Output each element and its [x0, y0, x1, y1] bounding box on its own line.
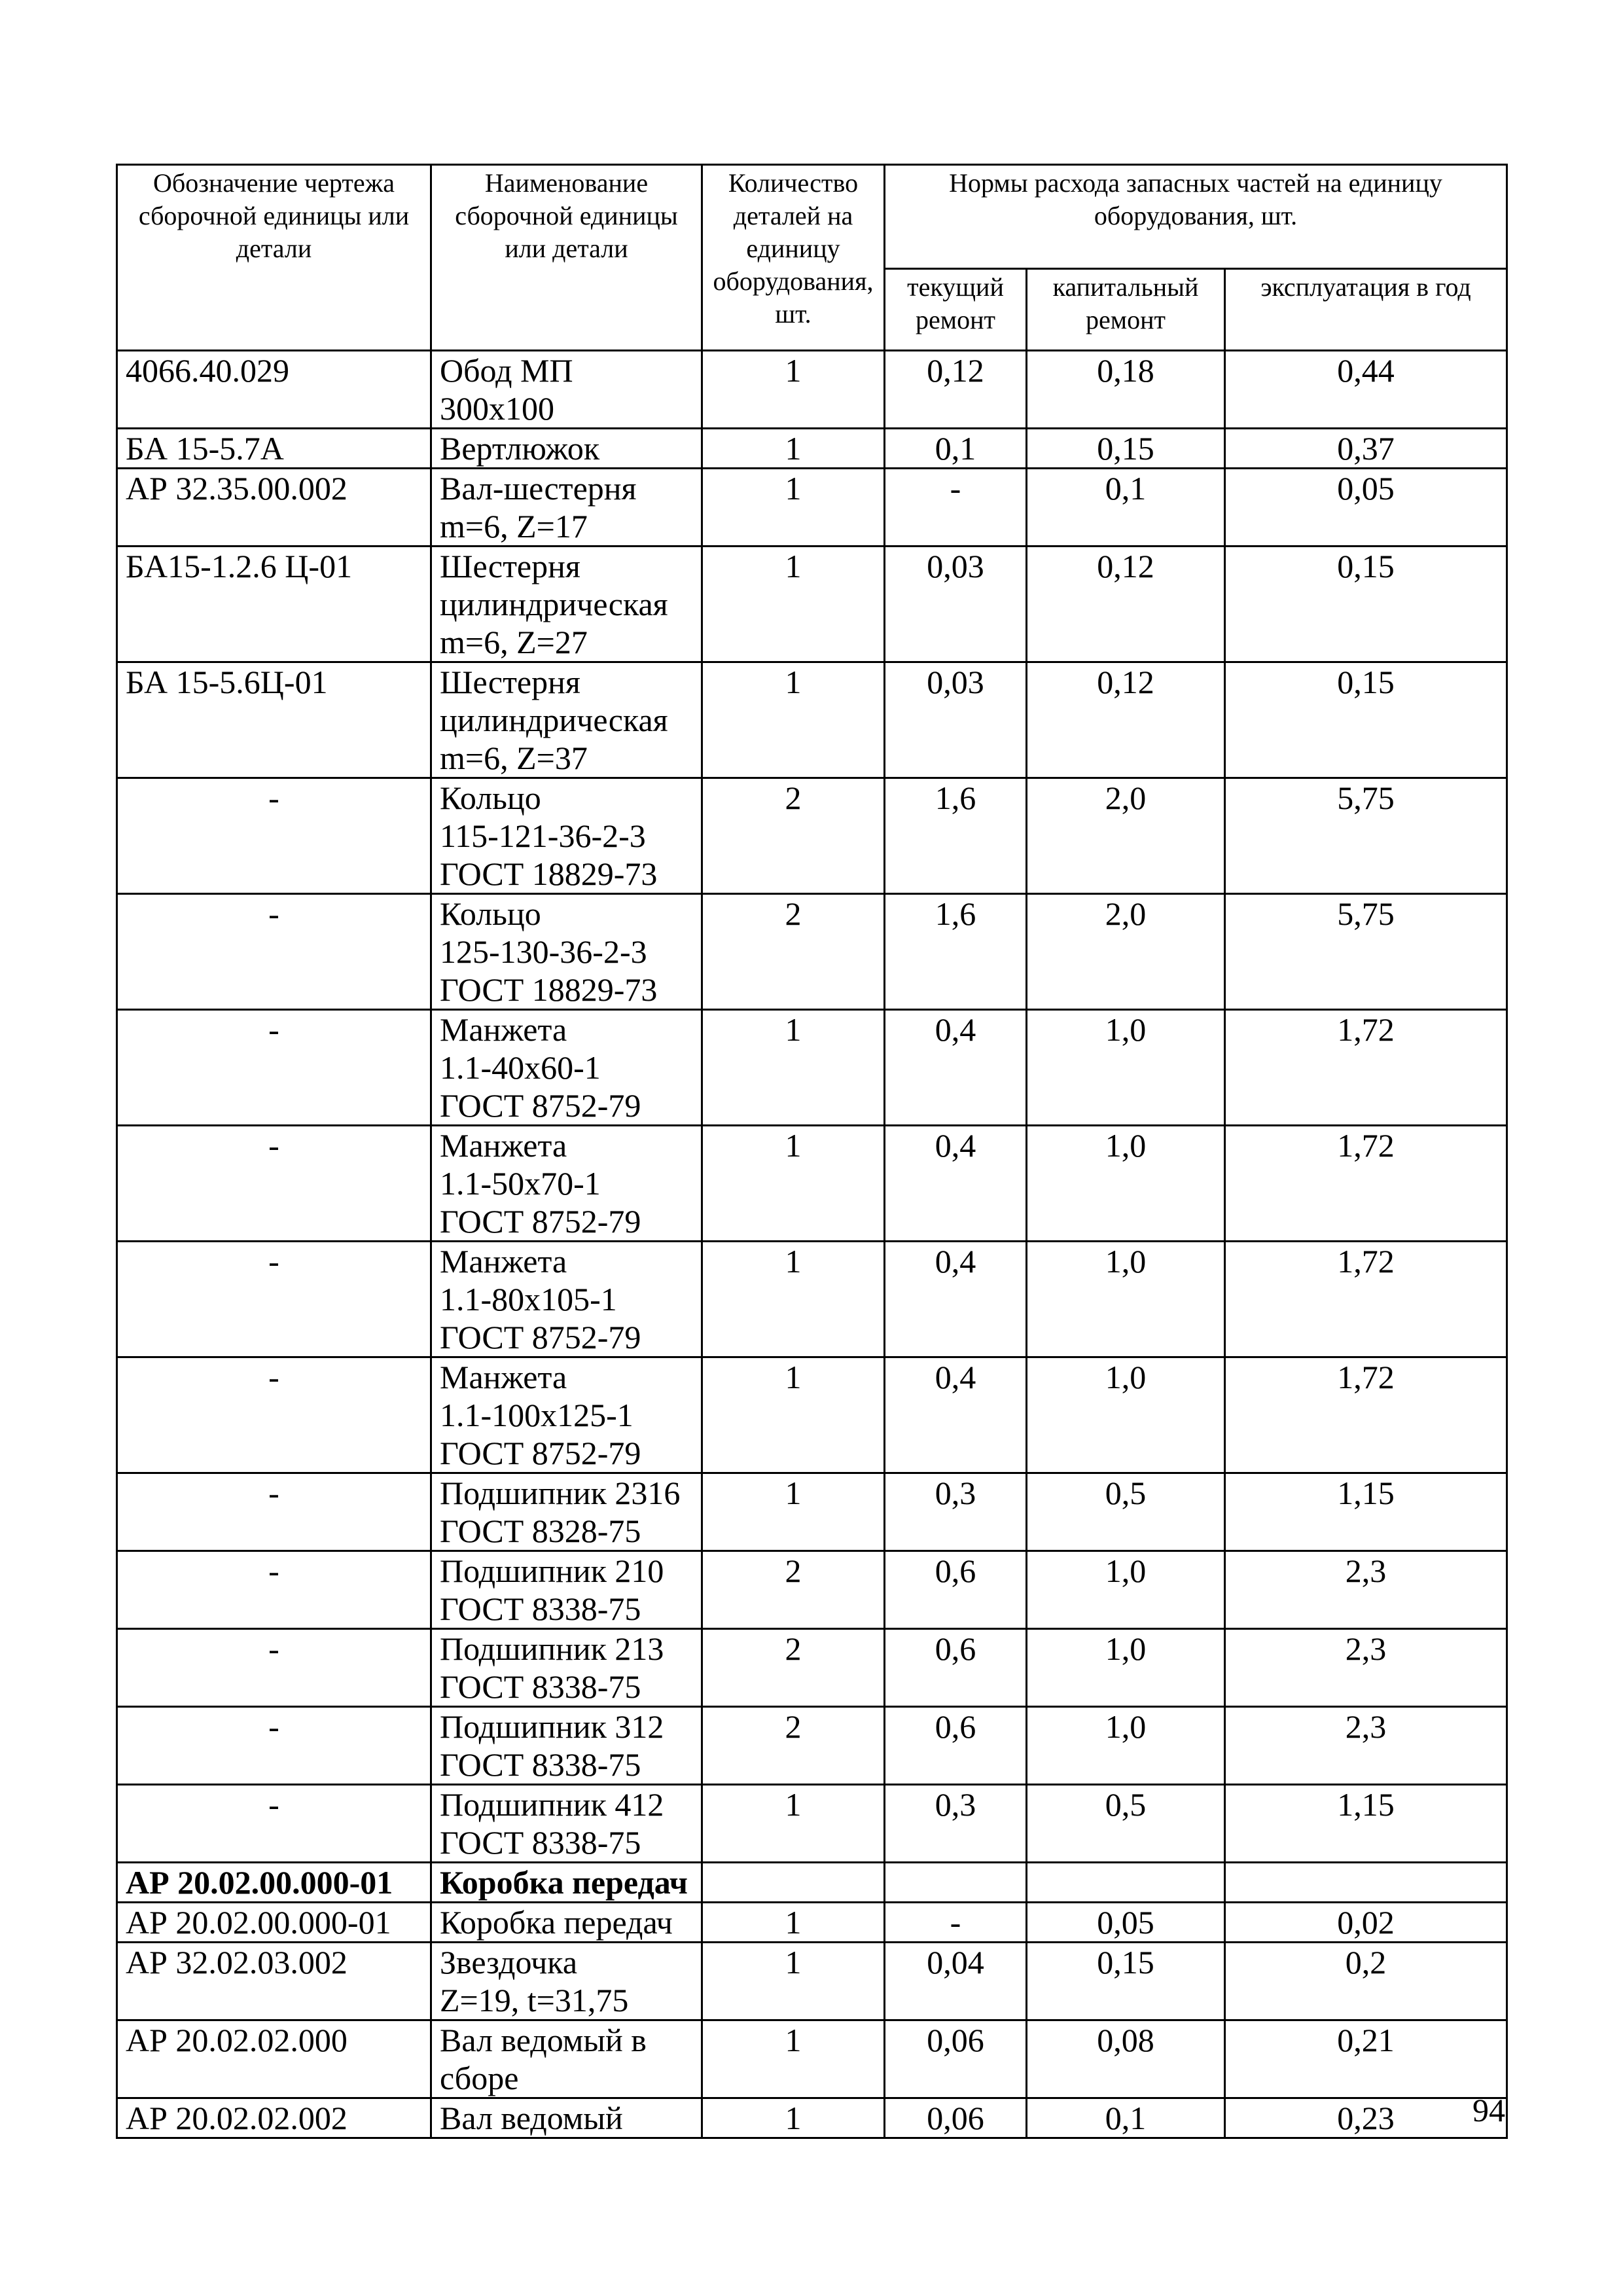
cell-capital-repair: 0,1 [1027, 2098, 1225, 2138]
cell-capital-repair: 0,18 [1027, 351, 1225, 429]
table-row [117, 429, 1507, 469]
cell-capital-repair: 2,0 [1027, 778, 1225, 894]
cell-name: Кольцо 125-130-36-2-3 ГОСТ 18829-73 [431, 894, 702, 1010]
cell-quantity: 1 [702, 1903, 885, 1943]
header-current-repair: текущий ремонт [885, 269, 1027, 351]
cell-capital-repair: 1,0 [1027, 1010, 1225, 1126]
cell-quantity: 2 [702, 778, 885, 894]
section-empty-cell [885, 1863, 1027, 1903]
table-row [117, 1551, 1507, 1629]
section-name: Коробка передач [431, 1863, 702, 1903]
table-row [117, 1126, 1507, 1242]
cell-name: Подшипник 2316 ГОСТ 8328-75 [431, 1473, 702, 1551]
cell-designation: - [117, 1126, 431, 1242]
spare-parts-table [116, 164, 1508, 2139]
cell-current-repair: 0,06 [885, 2020, 1027, 2098]
cell-operation-year: 2,3 [1225, 1707, 1507, 1785]
cell-operation-year: 1,15 [1225, 1785, 1507, 1863]
section-code: АР 20.02.00.000-01 [117, 1863, 431, 1903]
cell-current-repair: 0,4 [885, 1126, 1027, 1242]
table-body-parts [117, 351, 1507, 1863]
cell-operation-year: 1,72 [1225, 1010, 1507, 1126]
cell-current-repair: 0,06 [885, 2098, 1027, 2138]
cell-name: Шестерня цилиндрическая m=6, Z=37 [431, 662, 702, 778]
cell-current-repair: - [885, 469, 1027, 547]
cell-quantity: 1 [702, 1010, 885, 1126]
cell-quantity: 1 [702, 2020, 885, 2098]
cell-operation-year: 0,02 [1225, 1903, 1507, 1943]
cell-current-repair: - [885, 1903, 1027, 1943]
table-row [117, 1943, 1507, 2020]
cell-quantity: 1 [702, 1242, 885, 1357]
header-norms: Нормы расхода запасных частей на единицу оборудования, шт. [885, 165, 1507, 269]
cell-capital-repair: 0,1 [1027, 469, 1225, 547]
table-row [117, 662, 1507, 778]
cell-current-repair: 0,6 [885, 1551, 1027, 1629]
cell-designation: АР 20.02.00.000-01 [117, 1903, 431, 1943]
cell-operation-year: 2,3 [1225, 1629, 1507, 1707]
cell-current-repair: 0,4 [885, 1242, 1027, 1357]
cell-name: Звездочка Z=19, t=31,75 [431, 1943, 702, 2020]
table-row [117, 1010, 1507, 1126]
cell-operation-year: 0,21 [1225, 2020, 1507, 2098]
header-quantity: Количество деталей на единицу оборудования, шт. [702, 165, 885, 351]
cell-current-repair: 0,03 [885, 547, 1027, 662]
table-row [117, 778, 1507, 894]
cell-operation-year: 0,37 [1225, 429, 1507, 469]
table-row [117, 1707, 1507, 1785]
cell-name: Манжета 1.1-50х70-1 ГОСТ 8752-79 [431, 1126, 702, 1242]
cell-capital-repair: 0,12 [1027, 662, 1225, 778]
cell-capital-repair: 0,15 [1027, 429, 1225, 469]
cell-quantity: 1 [702, 429, 885, 469]
cell-capital-repair: 1,0 [1027, 1707, 1225, 1785]
cell-operation-year: 0,05 [1225, 469, 1507, 547]
cell-quantity: 1 [702, 2098, 885, 2138]
cell-operation-year: 0,15 [1225, 547, 1507, 662]
page-number: 94 [1472, 2092, 1505, 2128]
cell-name: Шестерня цилиндрическая m=6, Z=27 [431, 547, 702, 662]
cell-current-repair: 0,6 [885, 1707, 1027, 1785]
table-row [117, 1629, 1507, 1707]
cell-name: Подшипник 412 ГОСТ 8338-75 [431, 1785, 702, 1863]
cell-current-repair: 0,03 [885, 662, 1027, 778]
cell-name: Подшипник 312 ГОСТ 8338-75 [431, 1707, 702, 1785]
cell-designation: БА 15-5.7А [117, 429, 431, 469]
table-row [117, 1242, 1507, 1357]
table-row [117, 351, 1507, 429]
cell-designation: - [117, 1785, 431, 1863]
cell-capital-repair: 1,0 [1027, 1126, 1225, 1242]
table-row [117, 1357, 1507, 1473]
cell-name: Манжета 1.1-100х125-1 ГОСТ 8752-79 [431, 1357, 702, 1473]
cell-operation-year: 5,75 [1225, 894, 1507, 1010]
header-designation: Обозначение чертежа сборочной единицы или детали [117, 165, 431, 351]
header-capital-repair: капитальный ремонт [1027, 269, 1225, 351]
cell-operation-year: 0,2 [1225, 1943, 1507, 2020]
cell-name: Манжета 1.1-80х105-1 ГОСТ 8752-79 [431, 1242, 702, 1357]
cell-current-repair: 0,04 [885, 1943, 1027, 2020]
cell-designation: - [117, 1242, 431, 1357]
cell-quantity: 1 [702, 1785, 885, 1863]
section-row [117, 1863, 1507, 1903]
cell-operation-year: 0,15 [1225, 662, 1507, 778]
cell-quantity: 2 [702, 1629, 885, 1707]
cell-operation-year: 2,3 [1225, 1551, 1507, 1629]
cell-name: Обод МП 300х100 [431, 351, 702, 429]
cell-quantity: 1 [702, 1126, 885, 1242]
cell-designation: - [117, 1357, 431, 1473]
cell-capital-repair: 0,05 [1027, 1903, 1225, 1943]
cell-designation: - [117, 1473, 431, 1551]
table-body-gearbox [117, 1903, 1507, 2138]
section-empty-cell [702, 1863, 885, 1903]
cell-quantity: 1 [702, 351, 885, 429]
cell-designation: АР 20.02.02.000 [117, 2020, 431, 2098]
header-name: Наименование сборочной единицы или детали [431, 165, 702, 351]
cell-designation: - [117, 1551, 431, 1629]
table-header-row [117, 165, 1507, 269]
cell-designation: АР 32.02.03.002 [117, 1943, 431, 2020]
cell-name: Кольцо 115-121-36-2-3 ГОСТ 18829-73 [431, 778, 702, 894]
cell-current-repair: 0,1 [885, 429, 1027, 469]
cell-designation: - [117, 778, 431, 894]
cell-quantity: 1 [702, 1943, 885, 2020]
cell-designation: 4066.40.029 [117, 351, 431, 429]
cell-quantity: 1 [702, 1473, 885, 1551]
section-empty-cell [1027, 1863, 1225, 1903]
table-row [117, 469, 1507, 547]
cell-quantity: 1 [702, 662, 885, 778]
table-row [117, 2020, 1507, 2098]
cell-capital-repair: 0,08 [1027, 2020, 1225, 2098]
table-row [117, 1903, 1507, 1943]
cell-quantity: 1 [702, 547, 885, 662]
table-row [117, 547, 1507, 662]
section-empty-cell [1225, 1863, 1507, 1903]
cell-name: Манжета 1.1-40х60-1 ГОСТ 8752-79 [431, 1010, 702, 1126]
cell-current-repair: 0,3 [885, 1785, 1027, 1863]
cell-operation-year: 1,72 [1225, 1126, 1507, 1242]
cell-quantity: 1 [702, 469, 885, 547]
table-section [117, 1863, 1507, 1903]
cell-operation-year: 1,72 [1225, 1242, 1507, 1357]
cell-capital-repair: 1,0 [1027, 1357, 1225, 1473]
cell-operation-year: 1,72 [1225, 1357, 1507, 1473]
table-row [117, 1473, 1507, 1551]
cell-designation: БА 15-5.6Ц-01 [117, 662, 431, 778]
cell-capital-repair: 0,5 [1027, 1473, 1225, 1551]
table-row [117, 1785, 1507, 1863]
cell-designation: АР 20.02.02.002 [117, 2098, 431, 2138]
cell-capital-repair: 1,0 [1027, 1242, 1225, 1357]
cell-capital-repair: 0,15 [1027, 1943, 1225, 2020]
cell-name: Подшипник 213 ГОСТ 8338-75 [431, 1629, 702, 1707]
cell-designation: - [117, 1629, 431, 1707]
cell-name: Вертлюжок [431, 429, 702, 469]
cell-capital-repair: 0,12 [1027, 547, 1225, 662]
cell-name: Вал ведомый в сборе [431, 2020, 702, 2098]
cell-designation: - [117, 1010, 431, 1126]
cell-operation-year: 0,44 [1225, 351, 1507, 429]
cell-name: Подшипник 210 ГОСТ 8338-75 [431, 1551, 702, 1629]
cell-operation-year: 0,23 [1225, 2098, 1507, 2138]
cell-designation: БА15-1.2.6 Ц-01 [117, 547, 431, 662]
cell-current-repair: 1,6 [885, 778, 1027, 894]
cell-designation: АР 32.35.00.002 [117, 469, 431, 547]
cell-quantity: 2 [702, 894, 885, 1010]
header-operation-year: эксплуатация в год [1225, 269, 1507, 351]
cell-current-repair: 1,6 [885, 894, 1027, 1010]
cell-name: Коробка передач [431, 1903, 702, 1943]
cell-capital-repair: 0,5 [1027, 1785, 1225, 1863]
cell-quantity: 2 [702, 1707, 885, 1785]
cell-current-repair: 0,4 [885, 1010, 1027, 1126]
cell-current-repair: 0,6 [885, 1629, 1027, 1707]
cell-name: Вал-шестерня m=6, Z=17 [431, 469, 702, 547]
cell-operation-year: 1,15 [1225, 1473, 1507, 1551]
table-row [117, 2098, 1507, 2138]
cell-quantity: 2 [702, 1551, 885, 1629]
cell-capital-repair: 1,0 [1027, 1551, 1225, 1629]
cell-current-repair: 0,4 [885, 1357, 1027, 1473]
cell-current-repair: 0,3 [885, 1473, 1027, 1551]
cell-capital-repair: 2,0 [1027, 894, 1225, 1010]
cell-capital-repair: 1,0 [1027, 1629, 1225, 1707]
cell-operation-year: 5,75 [1225, 778, 1507, 894]
cell-name: Вал ведомый [431, 2098, 702, 2138]
table-row [117, 894, 1507, 1010]
cell-designation: - [117, 894, 431, 1010]
cell-quantity: 1 [702, 1357, 885, 1473]
cell-designation: - [117, 1707, 431, 1785]
cell-current-repair: 0,12 [885, 351, 1027, 429]
